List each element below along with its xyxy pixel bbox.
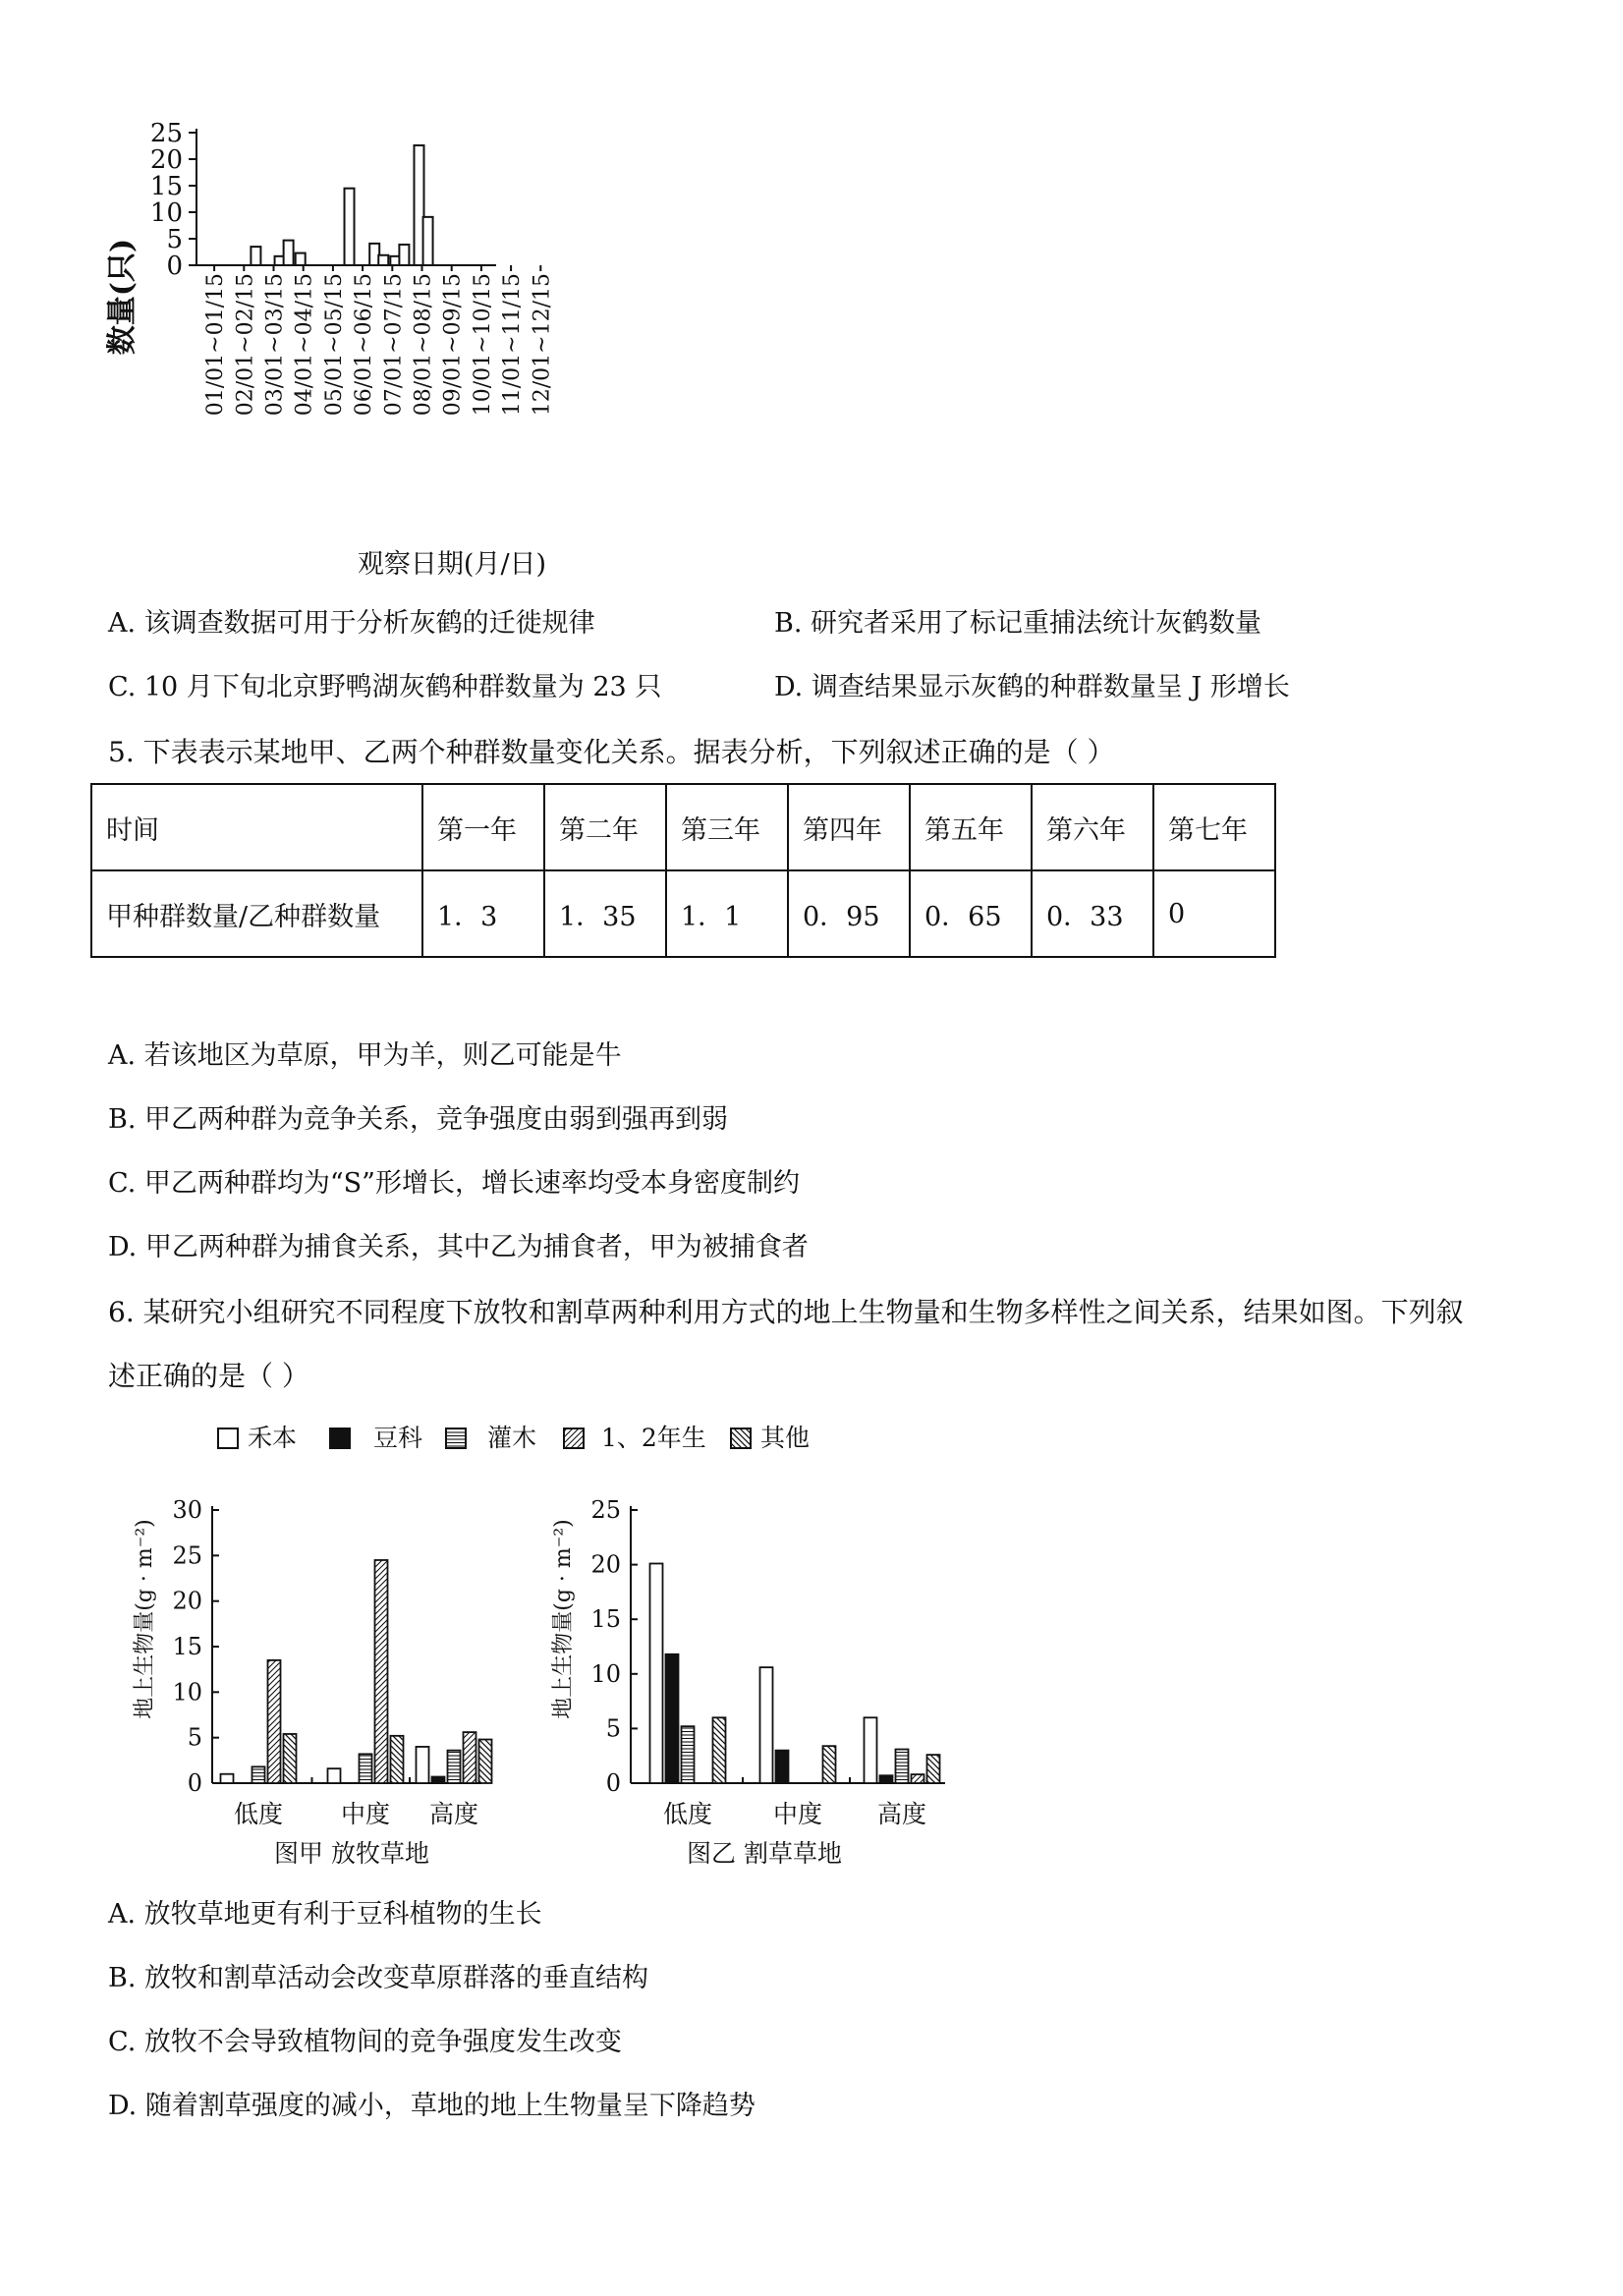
q6-option-b[interactable]: B. 放牧和割草活动会改变草原群落的垂直结构: [108, 1963, 649, 1993]
legend-swatch-annual: [564, 1428, 584, 1448]
chart-b-y-label: 地上生物量(g · m⁻²): [551, 1519, 576, 1719]
table-row: [91, 870, 1275, 957]
table-cell: 甲种群数量/乙种群数量: [91, 870, 422, 957]
x-tick-label: 低度: [233, 1800, 284, 1828]
y-tick-label: 15: [172, 1633, 202, 1660]
x-tick-label: 高度: [428, 1800, 479, 1828]
table-cell: 0: [1153, 870, 1275, 957]
biomass-bar-charts: [108, 1410, 992, 1881]
data-bar: [896, 1750, 909, 1783]
x-tick-label: 高度: [876, 1800, 927, 1828]
data-bar: [328, 1768, 341, 1783]
legend-swatch-legume: [330, 1428, 350, 1448]
legend-label: 1、2年生: [601, 1424, 706, 1452]
y-tick-label: 25: [590, 1496, 621, 1524]
legend-label: 其他: [760, 1424, 811, 1452]
table-header-row: [91, 784, 1275, 870]
y-tick-label: 15: [590, 1605, 621, 1634]
chart-a-y-label: 地上生物量(g · m⁻²): [133, 1519, 157, 1719]
legend-swatch-grass: [218, 1428, 238, 1448]
data-bar: [268, 1660, 281, 1783]
population-ratio-table: [90, 783, 1276, 958]
y-tick-label: 15: [149, 172, 183, 201]
data-bar: [927, 1755, 940, 1783]
q4-option-b[interactable]: B. 研究者采用了标记重捕法统计灰鹤数量: [774, 608, 1262, 639]
x-tick-label: 低度: [662, 1800, 713, 1828]
y-tick-label: 20: [172, 1587, 202, 1615]
table-cell: 第三年: [666, 784, 788, 870]
data-bar: [448, 1751, 461, 1783]
x-tick-label: 02/01~02/15: [233, 273, 258, 417]
data-bar: [375, 1560, 388, 1783]
data-bar: [251, 247, 260, 265]
chart-legend: [218, 1424, 810, 1452]
data-bar: [423, 217, 433, 265]
data-bar: [912, 1774, 924, 1783]
table-cell: 第六年: [1032, 784, 1153, 870]
table-cell: 0．33: [1032, 870, 1153, 957]
q6-stem-line2: 述正确的是（ ）: [108, 1360, 309, 1392]
x-tick-label: 中度: [340, 1800, 391, 1828]
data-bar: [252, 1766, 265, 1783]
q4-option-c[interactable]: C. 10 月下旬北京野鸭湖灰鹤种群数量为 23 只: [108, 672, 662, 702]
y-tick-label: 0: [605, 1769, 621, 1797]
x-tick-label: 01/01~01/15: [203, 273, 229, 417]
data-bar: [865, 1717, 877, 1783]
data-bar: [479, 1740, 492, 1783]
x-tick-label: 中度: [772, 1800, 823, 1828]
y-tick-label: 20: [590, 1550, 621, 1579]
data-bar: [221, 1774, 234, 1783]
x-tick-label: 04/01~04/15: [292, 273, 317, 417]
q5-option-c[interactable]: C. 甲乙两种群均为“S”形增长，增长速率均受本身密度制约: [108, 1168, 800, 1199]
table-cell: 1．3: [422, 870, 544, 957]
data-bar: [284, 1734, 297, 1783]
q6-option-c[interactable]: C. 放牧不会导致植物间的竞争强度发生改变: [108, 2027, 622, 2057]
data-bar: [360, 1754, 372, 1783]
crane-count-bar-chart: [98, 108, 766, 589]
table-cell: 时间: [91, 784, 422, 870]
x-tick-label: 07/01~07/15: [381, 273, 407, 417]
chart-a-title: 图甲 放牧草地: [274, 1839, 429, 1868]
q6-stem-line1: 6. 某研究小组研究不同程度下放牧和割草两种利用方式的地上生物量和生物多样性之间关系，结果如图。下列叙: [108, 1296, 1464, 1328]
q4-option-d[interactable]: D. 调查结果显示灰鹤的种群数量呈 J 形增长: [774, 672, 1290, 702]
chart-b-title: 图乙 割草草地: [687, 1839, 842, 1868]
y-tick-label: 5: [187, 1723, 202, 1752]
q5-option-a[interactable]: A. 若该地区为草原，甲为羊，则乙可能是牛: [108, 1040, 622, 1071]
y-tick-label: 25: [172, 1541, 202, 1570]
table-cell: 第四年: [788, 784, 910, 870]
data-bar: [650, 1563, 663, 1783]
data-bar: [713, 1717, 726, 1783]
legend-label: 禾本: [248, 1424, 298, 1452]
y-tick-label: 0: [166, 252, 183, 281]
data-bar: [296, 253, 306, 265]
data-bar: [666, 1654, 679, 1783]
legend-label: 灌木: [487, 1424, 537, 1452]
x-tick-label: 09/01~09/15: [440, 273, 466, 417]
table-cell: 1．35: [544, 870, 666, 957]
table-cell: 0．95: [788, 870, 910, 957]
chart1-x-label: 观察日期(月/日): [357, 549, 547, 580]
y-tick-label: 5: [166, 225, 183, 254]
y-tick-label: 10: [172, 1678, 202, 1707]
data-bar: [284, 241, 294, 265]
y-tick-label: 0: [187, 1769, 202, 1797]
q5-option-d[interactable]: D. 甲乙两种群为捕食关系，其中乙为捕食者，甲为被捕食者: [108, 1232, 809, 1262]
q5-stem: 5. 下表表示某地甲、乙两个种群数量变化关系。据表分析，下列叙述正确的是（ ）: [108, 736, 1115, 768]
q6-option-d[interactable]: D. 随着割草强度的减小，草地的地上生物量呈下降趋势: [108, 2091, 756, 2121]
table-cell: 0．65: [910, 870, 1032, 957]
q5-option-b[interactable]: B. 甲乙两种群为竞争关系，竞争强度由弱到强再到弱: [108, 1104, 729, 1135]
q4-option-a[interactable]: A. 该调查数据可用于分析灰鹤的迁徙规律: [108, 608, 595, 639]
table-cell: 第五年: [910, 784, 1032, 870]
legend-label: 豆科: [373, 1424, 423, 1452]
data-bar: [345, 189, 355, 265]
data-bar: [399, 245, 409, 265]
data-bar: [391, 1736, 404, 1783]
data-bar: [880, 1775, 893, 1783]
data-bar: [760, 1667, 773, 1783]
data-bar: [464, 1732, 476, 1783]
table-cell: 第七年: [1153, 784, 1275, 870]
y-tick-label: 5: [605, 1714, 621, 1743]
x-tick-label: 06/01~06/15: [352, 273, 377, 417]
x-tick-label: 03/01~03/15: [262, 273, 288, 417]
chart1-y-label: 数量(只): [105, 238, 140, 356]
x-tick-label: 12/01~12/15: [530, 273, 555, 417]
data-bar: [378, 255, 388, 265]
x-tick-label: 08/01~08/15: [411, 273, 436, 417]
table-cell: 第一年: [422, 784, 544, 870]
y-tick-label: 20: [149, 145, 183, 175]
x-tick-label: 11/01~11/15: [500, 273, 526, 417]
data-bar: [432, 1777, 445, 1783]
x-tick-label: 10/01~10/15: [470, 273, 495, 417]
y-tick-label: 10: [149, 198, 183, 228]
data-bar: [417, 1747, 429, 1783]
y-tick-label: 30: [172, 1496, 202, 1524]
data-bar: [682, 1726, 695, 1783]
table-cell: 1．1: [666, 870, 788, 957]
y-tick-label: 25: [149, 119, 183, 148]
table-cell: 第二年: [544, 784, 666, 870]
data-bar: [776, 1751, 789, 1783]
q6-option-a[interactable]: A. 放牧草地更有利于豆科植物的生长: [108, 1899, 542, 1930]
legend-swatch-other: [731, 1428, 751, 1448]
y-tick-label: 10: [590, 1659, 621, 1688]
x-tick-label: 05/01~05/15: [321, 273, 347, 417]
legend-swatch-shrub: [446, 1428, 466, 1448]
data-bar: [823, 1746, 836, 1783]
